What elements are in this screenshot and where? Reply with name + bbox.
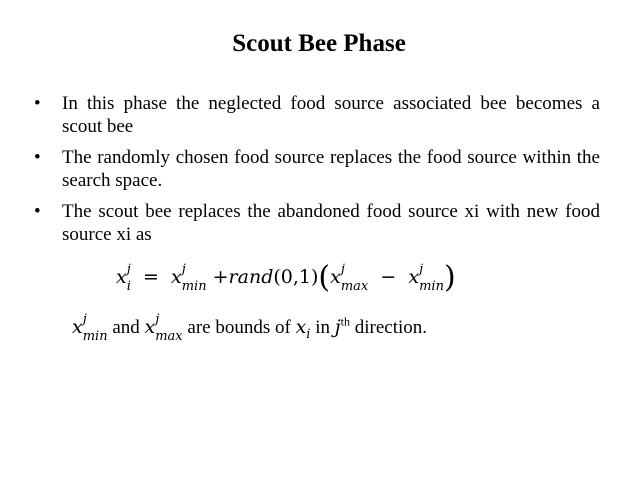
bounds-th-text: th <box>340 314 350 329</box>
bounds-max-indices <box>155 312 183 344</box>
eq-max-indices <box>340 262 369 294</box>
bullet-marker: • <box>34 93 41 114</box>
bullet-text: The scout bee replaces the abandoned food source xi with new food source xi as <box>62 201 600 245</box>
eq-min2-var: x <box>408 266 420 288</box>
bounds-in-text: in <box>315 317 330 338</box>
bounds-xi-var: x <box>295 316 307 338</box>
bounds-min-indices <box>82 312 108 344</box>
eq-min2-indices <box>419 262 444 294</box>
bullet-item <box>34 92 600 138</box>
eq-close-paren: ) <box>443 260 456 295</box>
eq-min-sub: min <box>181 279 207 294</box>
bounds-and-text: and <box>112 317 140 338</box>
eq-lhs-indices <box>126 262 131 294</box>
bullet-marker: • <box>34 201 41 222</box>
bounds-min-sup: j <box>82 312 87 327</box>
bullet-text: The randomly chosen food source replaces the food source within the search space. <box>62 147 600 191</box>
bullet-marker: • <box>34 147 41 168</box>
bounds-are-text: are bounds of <box>187 317 291 338</box>
eq-lhs-var: x <box>116 266 127 288</box>
eq-minus: − <box>380 266 397 288</box>
bounds-max-var: x <box>144 316 156 338</box>
eq-lhs-sub: i <box>126 279 131 294</box>
bullet-text: In this phase the neglected food source associated bee becomes a scout bee <box>62 93 600 137</box>
eq-max-sup: j <box>340 262 345 277</box>
eq-plus: + <box>212 266 229 288</box>
bounds-j-var: j <box>334 316 341 338</box>
eq-min-sup: j <box>181 262 186 277</box>
bounds-min-var: x <box>72 316 83 338</box>
slide-title: Scout Bee Phase <box>232 30 406 57</box>
eq-min-indices <box>181 262 207 294</box>
eq-min2-sup: j <box>419 262 424 277</box>
eq-lhs-sup: j <box>126 262 131 277</box>
bounds-xi-sub: i <box>306 326 311 342</box>
eq-min2-sub: min <box>419 279 444 294</box>
bounds-max-sub: max <box>155 329 183 344</box>
bullet-list <box>34 92 600 254</box>
eq-max-sub: max <box>340 279 369 294</box>
eq-open-paren: ( <box>318 260 331 295</box>
bounds-direction-text: direction. <box>354 317 428 338</box>
eq-min-var: x <box>171 266 182 288</box>
bounds-min-sub: min <box>82 329 108 344</box>
bullet-item <box>34 200 600 246</box>
bounds-line <box>72 312 427 350</box>
eq-max-var: x <box>330 266 341 288</box>
eq-rand-args: (0,1) <box>273 266 319 288</box>
update-equation <box>116 262 456 293</box>
eq-rand-func: rand <box>228 266 274 288</box>
bullet-item <box>34 146 600 192</box>
eq-equals: = <box>142 266 159 288</box>
bounds-max-sup: j <box>155 312 160 327</box>
